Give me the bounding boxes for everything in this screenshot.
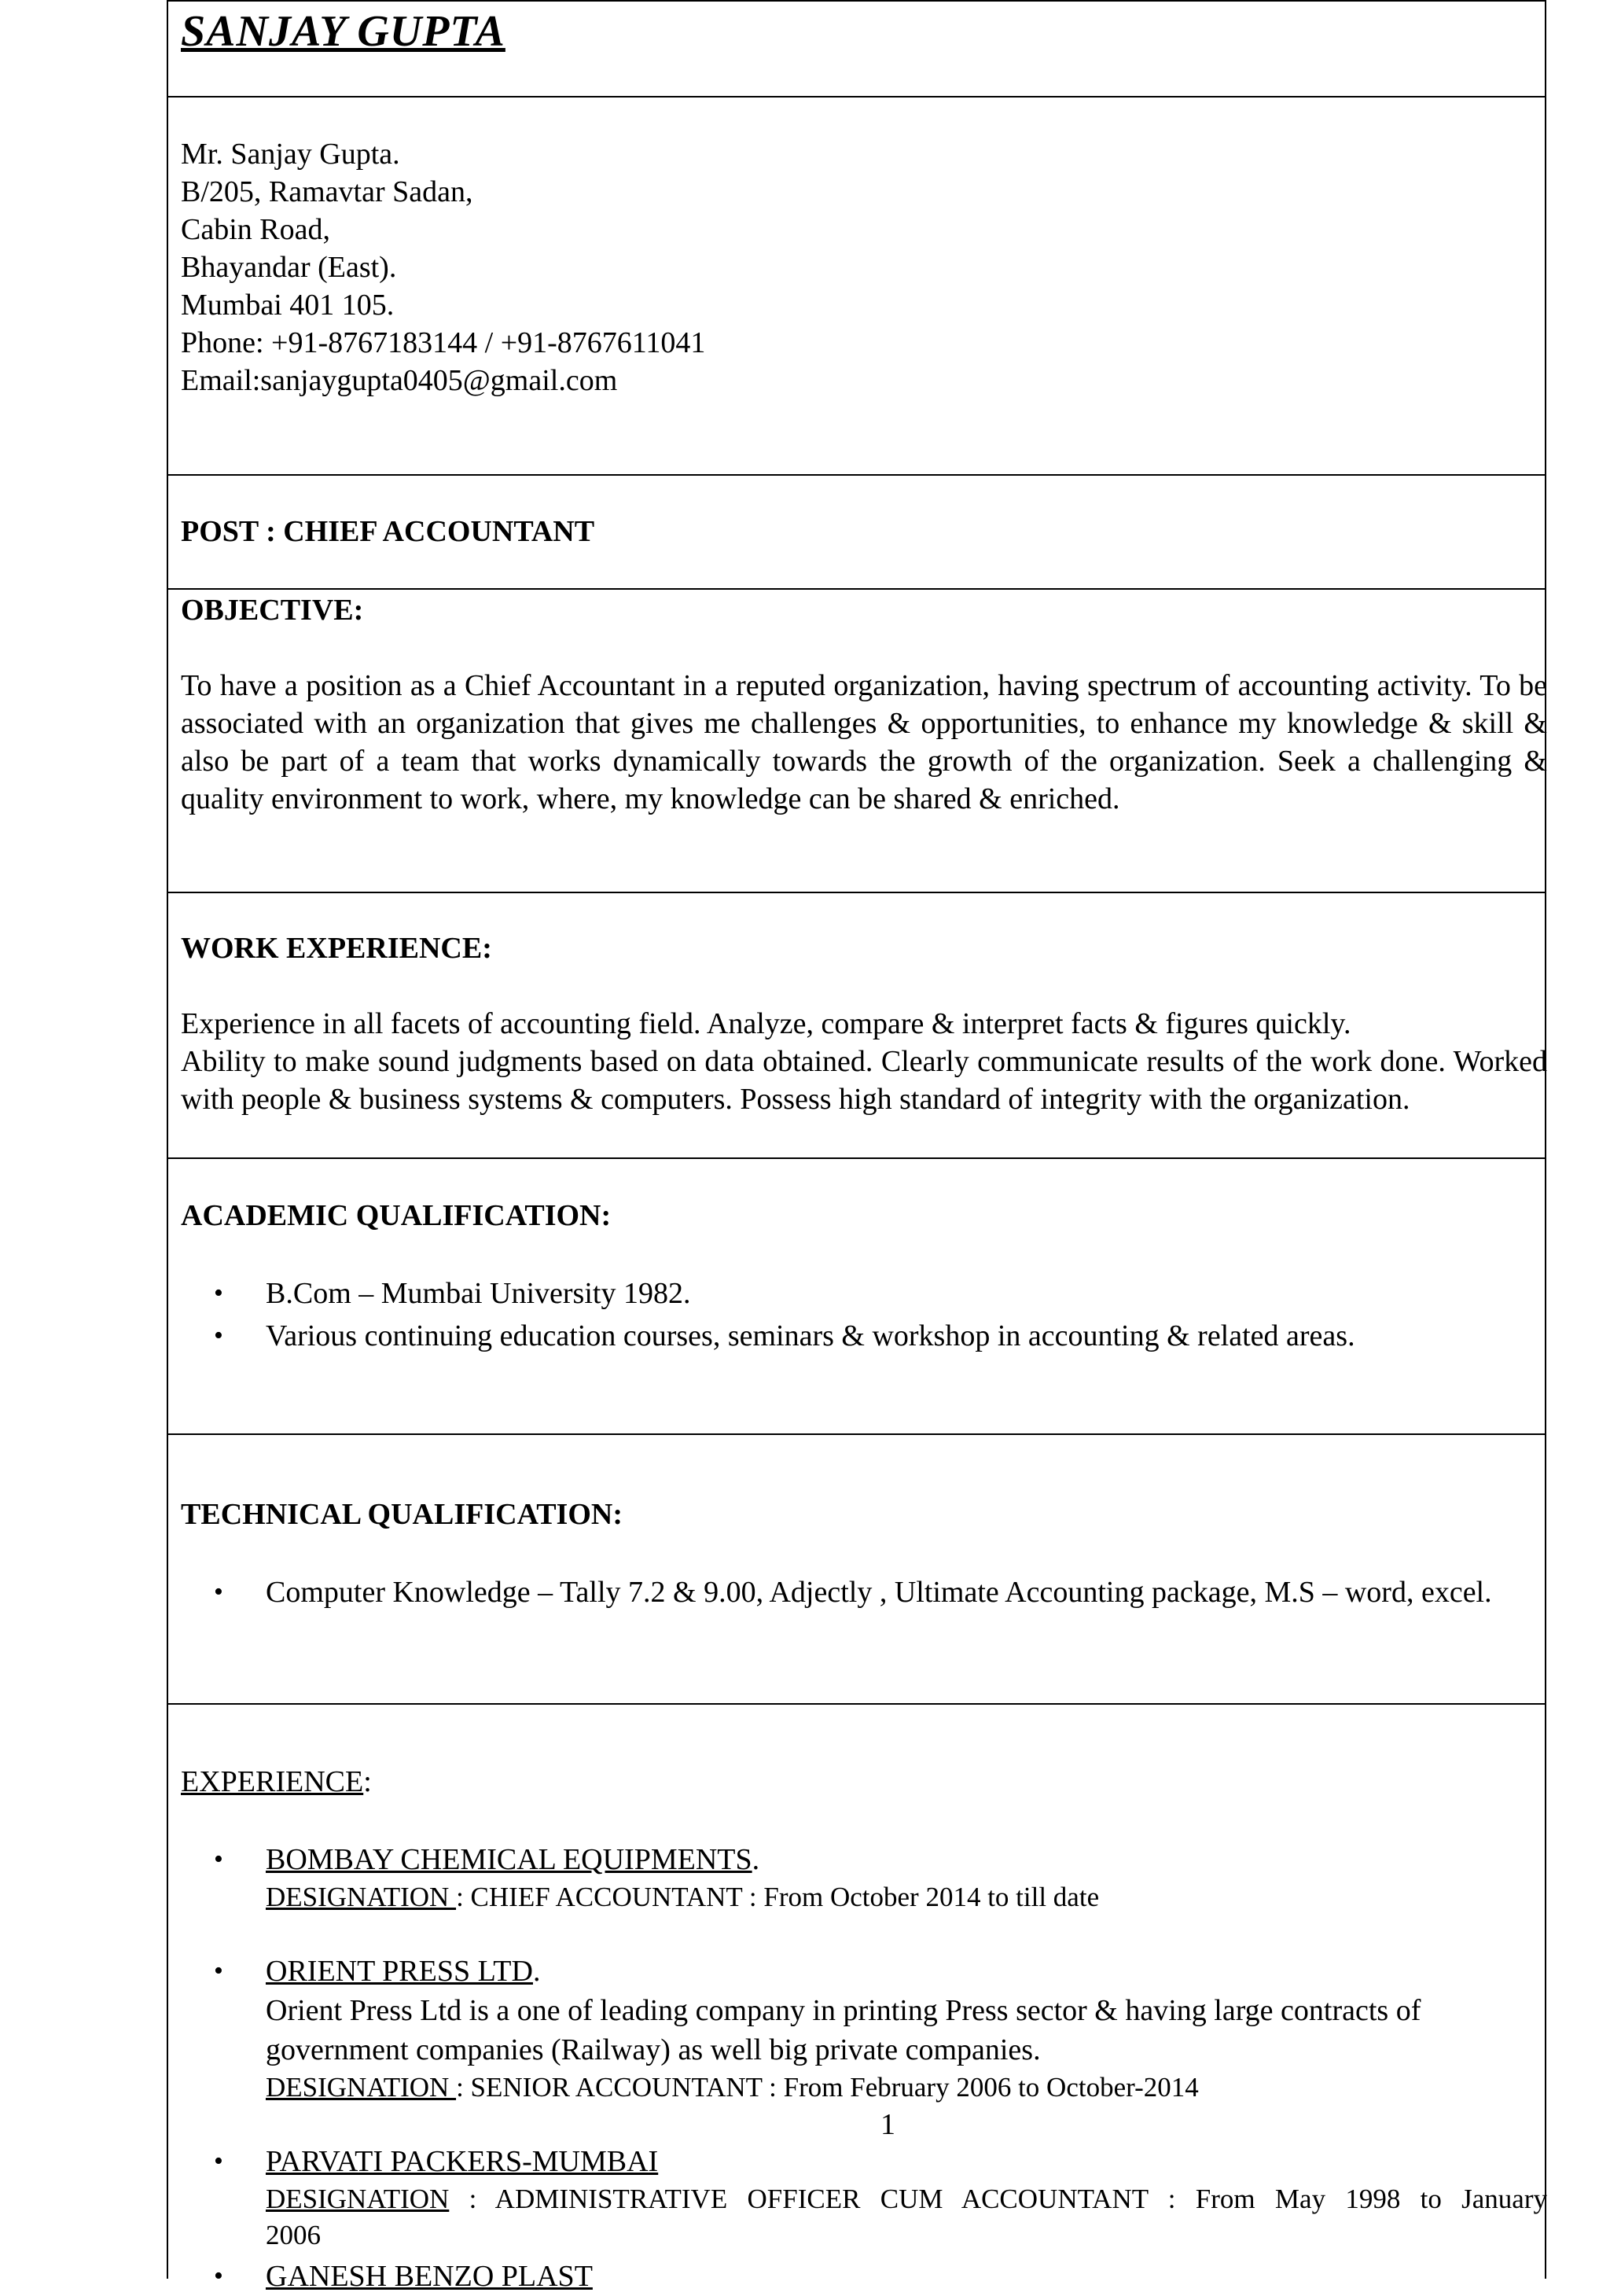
candidate-name: SANJAY GUPTA [181,7,505,56]
email-line: Email:sanjaygupta0405@gmail.com [181,364,618,397]
phone-line: Phone: +91-8767183144 / +91-8767611041 [181,326,706,359]
address-line: Mumbai 401 105. [181,289,395,322]
address-line: Cabin Road, [181,213,330,246]
post-title: POST : CHIEF ACCOUNTANT [181,515,595,548]
bullet-icon: • [214,1956,223,1985]
technical-list [181,1573,1547,1612]
divider [167,1157,1546,1159]
address-line: B/205, Ramavtar Sadan, [181,175,473,208]
company-name: ORIENT PRESS LTD. [266,1955,541,1988]
divider [167,588,1546,590]
academic-section [181,1197,1533,1356]
objective-section [181,591,1547,818]
address-line: Mr. Sanjay Gupta. [181,138,400,171]
job-item [181,2142,1547,2254]
job-item [181,1840,1547,1915]
academic-list [181,1274,1533,1356]
bullet-icon: • [214,2147,223,2176]
address-block [181,135,1533,399]
divider [167,1433,1546,1435]
list-item [181,1316,1533,1356]
work-experience-section [181,929,1547,1118]
job-item [181,2257,1547,2296]
company-name: GANESH BENZO PLAST [266,2260,593,2293]
post-section [181,513,1533,550]
academic-heading: ACADEMIC QUALIFICATION: [181,1199,612,1232]
experience-list [181,1840,1547,2296]
divider [167,96,1546,98]
work-experience-heading: WORK EXPERIENCE: [181,932,492,965]
bullet-icon: • [214,1279,223,1308]
bullet-icon: • [214,1845,223,1874]
divider [167,1703,1546,1705]
technical-section [181,1496,1547,1612]
company-description: Orient Press Ltd is a one of leading company in printing Press sector & having large contracts of government companies (Railway) as well big private companies. [266,1994,1421,2066]
experience-section [181,1763,1547,2296]
objective-body: To have a position as a Chief Accountant in a reputed organization, having spectrum of accounting activity. To be associated with an organization that gives me challenges & opportunities, to enhance my knowledge & skill & also be part of a team that works dynamically towards the growth of the organization. Seek a challenging & quality environment to work, where, my knowledge can be shared & enriched. [181,669,1547,815]
technical-heading: TECHNICAL QUALIFICATION: [181,1498,623,1531]
name-section [181,7,1533,56]
list-item [181,1573,1547,1612]
technical-item: Computer Knowledge – Tally 7.2 & 9.00, Adjectly , Ultimate Accounting package, M.S – word, excel. [266,1576,1492,1609]
bullet-icon: • [214,2261,223,2290]
work-experience-body: Ability to make sound judgments based on data obtained. Clearly communicate results of the work done. Worked with people & business systems & computers. Possess high standard of integrity with the organization. [181,1045,1547,1116]
objective-heading: OBJECTIVE: [181,594,364,627]
work-experience-line: Experience in all facets of accounting field. Analyze, compare & interpret facts & figures quickly. [181,1007,1351,1040]
divider [167,474,1546,476]
designation: DESIGNATION : CHIEF ACCOUNTANT : From October 2014 to till date [266,1882,1100,1912]
academic-item: Various continuing education courses, seminars & workshop in accounting & related areas. [266,1319,1355,1352]
designation-continued: 2006 [266,2220,321,2250]
company-name: BOMBAY CHEMICAL EQUIPMENTS. [266,1843,760,1876]
bullet-icon: • [214,1577,223,1606]
academic-item: B.Com – Mumbai University 1982. [266,1277,691,1310]
experience-heading: EXPERIENCE: [181,1765,372,1798]
company-name: PARVATI PACKERS-MUMBAI [266,2145,659,2178]
page-number: 1 [880,2108,895,2141]
address-line: Bhayandar (East). [181,251,397,284]
job-item [181,1952,1547,2106]
divider [167,0,1546,2]
designation: DESIGNATION : ADMINISTRATIVE OFFICER CUM ACCOUNTANT : From May 1998 to January [266,2184,1547,2214]
divider [167,892,1546,893]
designation: DESIGNATION : SENIOR ACCOUNTANT : From February 2006 to October-2014 [266,2072,1199,2103]
list-item [181,1274,1533,1313]
bullet-icon: • [214,1321,223,1350]
